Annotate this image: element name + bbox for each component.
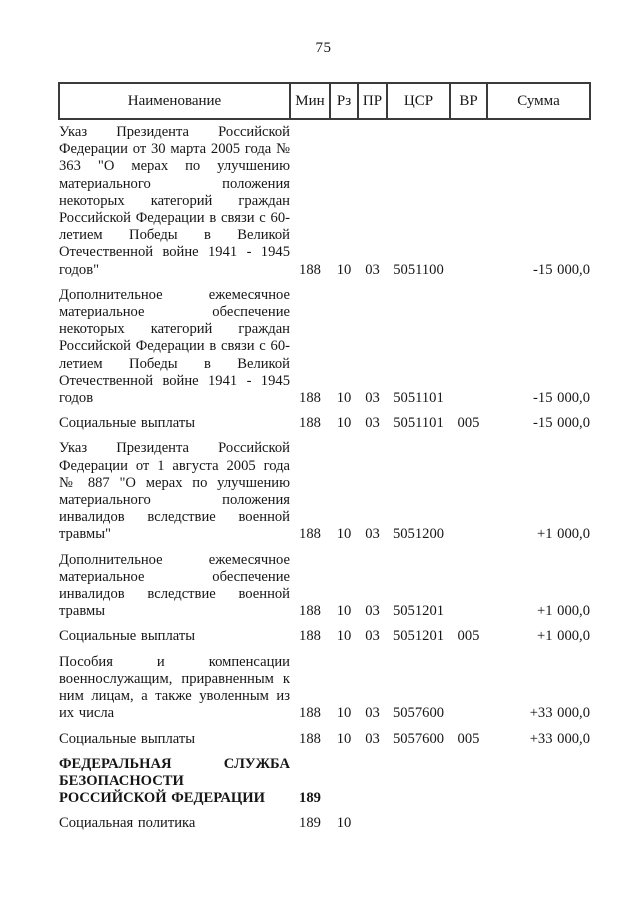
cell-pr: 03: [365, 705, 380, 722]
cell-rz: 10: [336, 390, 352, 407]
cell-min: 188: [299, 261, 321, 278]
cell-pr: 03: [365, 261, 380, 278]
cell-vr: [450, 646, 487, 723]
cell-rz: 10: [336, 815, 352, 832]
cell-pr: [358, 748, 387, 808]
cell-pr: 03: [365, 415, 380, 432]
cell-csr: 5057600: [392, 730, 445, 747]
cell-name: Социальные выплаты: [59, 415, 196, 432]
cell-name: Социальные выплаты: [59, 730, 196, 747]
table-header-row: [59, 83, 590, 119]
table-row: [59, 279, 590, 407]
cell-csr: [387, 807, 450, 832]
cell-csr: 5051201: [392, 628, 445, 645]
cell-pr: 03: [365, 603, 380, 620]
cell-csr: 5051200: [392, 526, 445, 543]
table-row: [59, 432, 590, 543]
column-header-rz: Рз: [330, 83, 358, 119]
cell-vr: [450, 119, 487, 279]
cell-name: Социальные выплаты: [59, 628, 196, 645]
cell-vr: 005: [457, 628, 480, 645]
cell-min: 188: [299, 628, 321, 645]
column-header-sum: Сумма: [487, 83, 590, 119]
cell-name: Дополнительное ежемесячное материальное обеспечение некоторых категорий граждан Российской Федерации в связи с 60-летием Победы в Великой Отечественной войне 1941 - 1945 годов: [59, 286, 290, 407]
cell-sum: -15 000,0: [533, 261, 590, 278]
cell-sum: [487, 807, 590, 832]
cell-name: Социальная политика: [59, 815, 196, 832]
cell-sum: +1 000,0: [536, 628, 590, 645]
cell-min: 189: [299, 790, 321, 807]
column-header-name: Наименование: [59, 83, 290, 119]
cell-vr: 005: [457, 730, 480, 747]
column-header-min: Мин: [290, 83, 330, 119]
cell-rz: 10: [336, 628, 352, 645]
page-number: 75: [315, 40, 332, 56]
cell-pr: 03: [365, 730, 380, 747]
column-header-pr: ПР: [358, 83, 387, 119]
cell-min: 189: [299, 815, 321, 832]
cell-rz: 10: [336, 705, 352, 722]
cell-sum: +1 000,0: [536, 603, 590, 620]
cell-rz: 10: [336, 526, 352, 543]
table-row: [59, 723, 590, 748]
cell-rz: 10: [336, 730, 352, 747]
cell-rz: [330, 748, 358, 808]
cell-min: 188: [299, 390, 321, 407]
table-row: [59, 544, 590, 621]
cell-min: 188: [299, 415, 321, 432]
cell-min: 188: [299, 526, 321, 543]
cell-sum: -15 000,0: [533, 390, 590, 407]
column-header-csr: ЦСР: [387, 83, 450, 119]
cell-sum: +1 000,0: [536, 526, 590, 543]
cell-csr: 5051101: [393, 415, 444, 432]
cell-pr: 03: [365, 526, 380, 543]
budget-table: [58, 82, 591, 833]
cell-csr: [387, 748, 450, 808]
cell-rz: 10: [336, 261, 352, 278]
cell-name: Дополнительное ежемесячное материальное обеспечение инвалидов вследствие военной травмы: [59, 551, 290, 620]
table-row: [59, 119, 590, 279]
cell-csr: 5057600: [392, 705, 445, 722]
table-row: [59, 646, 590, 723]
cell-name: Указ Президента Российской Федерации от 1 августа 2005 года № 887 "О мерах по улучшению материального положения инвалидов вследствие военной травмы": [59, 440, 290, 543]
cell-min: 188: [299, 730, 321, 747]
cell-sum: +33 000,0: [529, 705, 590, 722]
cell-vr: 005: [457, 415, 480, 432]
cell-sum: [487, 748, 590, 808]
cell-name: ФЕДЕРАЛЬНАЯ СЛУЖБА БЕЗОПАСНОСТИ РОССИЙСКОЙ ФЕДЕРАЦИИ: [59, 755, 290, 807]
table-body: [59, 119, 590, 833]
cell-name: Указ Президента Российской Федерации от 30 марта 2005 года № 363 "О мерах по улучшению материального положения некоторых категорий граждан Российской Федерации в связи с 60-летием Победы в Великой Отечественной войне 1941 - 1945 годов": [59, 124, 290, 278]
cell-vr: [450, 807, 487, 832]
cell-min: 188: [299, 603, 321, 620]
table-row: [59, 748, 590, 808]
cell-csr: 5051201: [392, 603, 445, 620]
cell-pr: 03: [365, 390, 380, 407]
cell-csr: 5051101: [393, 390, 444, 407]
cell-pr: 03: [365, 628, 380, 645]
cell-pr: [358, 807, 387, 832]
cell-sum: +33 000,0: [529, 730, 590, 747]
cell-vr: [450, 432, 487, 543]
cell-vr: [450, 544, 487, 621]
table-row: [59, 620, 590, 645]
cell-vr: [450, 748, 487, 808]
table-row: [59, 807, 590, 832]
cell-sum: -15 000,0: [533, 415, 590, 432]
cell-csr: 5051100: [393, 261, 444, 278]
cell-min: 188: [299, 705, 321, 722]
table-row: [59, 407, 590, 432]
cell-rz: 10: [336, 415, 352, 432]
cell-vr: [450, 279, 487, 407]
cell-name: Пособия и компенсации военнослужащим, приравненным к ним лицам, а также уволенным из их числа: [59, 653, 290, 722]
column-header-vr: ВР: [450, 83, 487, 119]
cell-rz: 10: [336, 603, 352, 620]
